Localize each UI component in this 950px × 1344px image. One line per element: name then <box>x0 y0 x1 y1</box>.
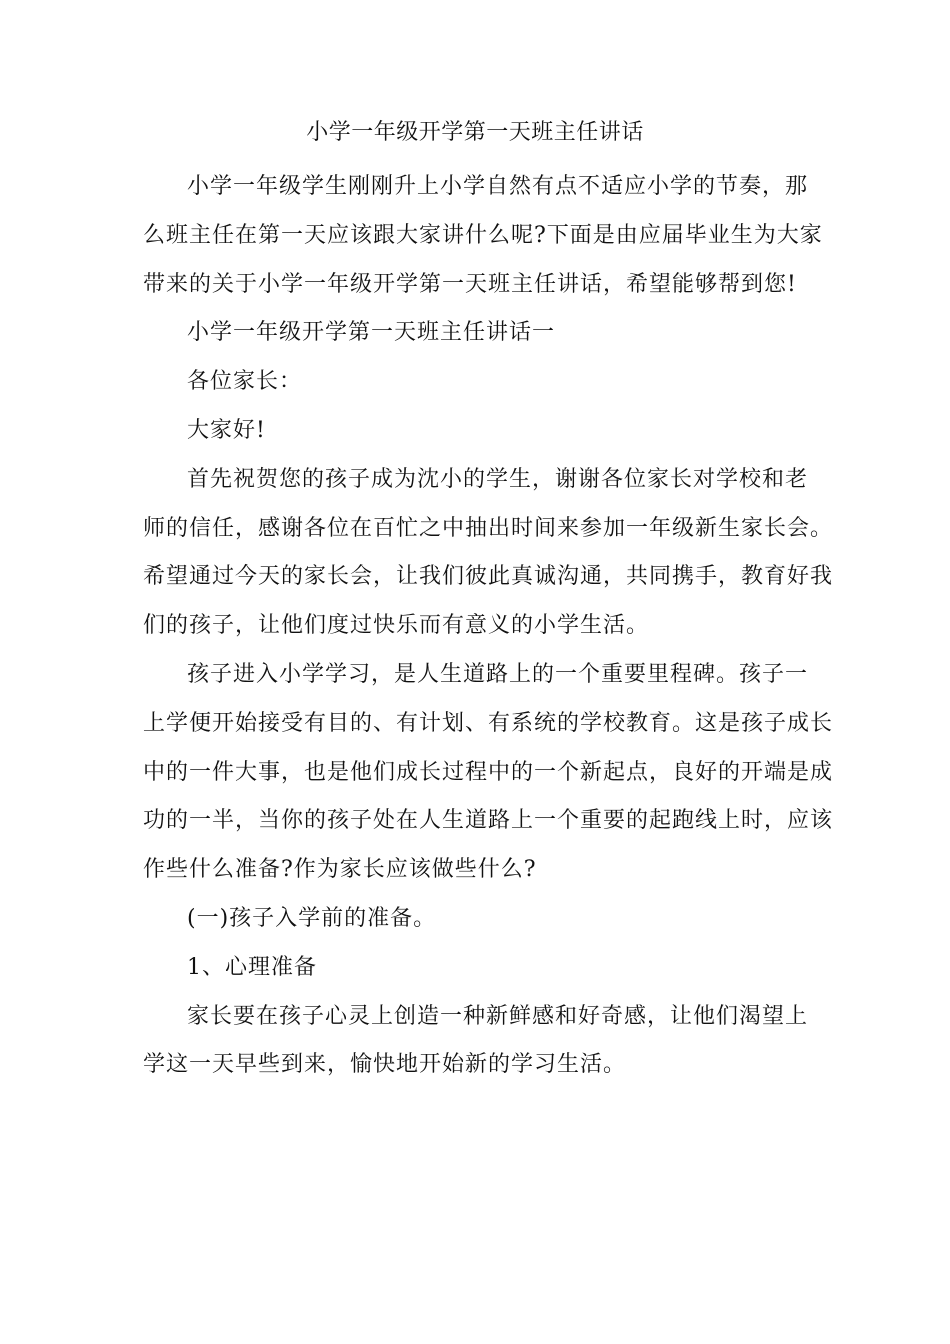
paragraph-line: 首先祝贺您的孩子成为沈小的学生，谢谢各位家长对学校和老 <box>187 466 809 492</box>
paragraph <box>143 407 807 456</box>
paragraph-line: 家长要在孩子心灵上创造一种新鲜感和好奇感，让他们渴望上 <box>187 1003 809 1029</box>
paragraph-line: 么班主任在第一天应该跟大家讲什么呢?下面是由应届毕业生为大家 <box>143 222 823 248</box>
paragraph-line: 作些什么准备?作为家长应该做些什么? <box>143 857 537 883</box>
paragraph-line: 中的一件大事，也是他们成长过程中的一个新起点，良好的开端是成 <box>143 759 834 785</box>
paragraph-line: 小学一年级学生刚刚升上小学自然有点不适应小学的节奏，那 <box>187 174 809 199</box>
paragraph-line: 1、心理准备 <box>187 954 317 980</box>
paragraph-line: 功的一半，当你的孩子处在人生道路上一个重要的起跑线上时，应该 <box>143 808 834 834</box>
paragraph <box>143 358 807 407</box>
paragraph-line: 们的孩子，让他们度过快乐而有意义的小学生活。 <box>143 613 650 639</box>
paragraph-line: 希望通过今天的家长会，让我们彼此真诚沟通，共同携手，教育好我 <box>143 564 834 590</box>
document-content <box>143 113 834 1090</box>
paragraph <box>143 651 834 895</box>
paragraph <box>143 895 807 944</box>
paragraph-line: 带来的关于小学一年级开学第一天班主任讲话，希望能够帮到您! <box>143 271 797 297</box>
paragraph-line: 小学一年级开学第一天班主任讲话一 <box>187 320 556 346</box>
paragraph-line: 师的信任，感谢各位在百忙之中抽出时间来参加一年级新生家长会。 <box>143 515 834 541</box>
paragraph-line: (一)孩子入学前的准备。 <box>187 905 437 931</box>
paragraph-line: 各位家长： <box>187 369 303 395</box>
paragraph-line: 学这一天早些到来，愉快地开始新的学习生活。 <box>143 1052 627 1078</box>
paragraph-line: 上学便开始接受有目的、有计划、有系统的学校教育。这是孩子成长 <box>143 710 834 736</box>
paragraph <box>143 456 834 651</box>
document-title: 小学一年级开学第一天班主任讲话 <box>306 120 644 145</box>
paragraph-line: 大家好! <box>187 417 266 443</box>
paragraph <box>143 944 807 993</box>
paragraph <box>143 309 807 358</box>
paragraph <box>143 163 823 309</box>
document-body <box>143 163 834 1090</box>
paragraph-line: 孩子进入小学学习，是人生道路上的一个重要里程碑。孩子一 <box>187 661 809 687</box>
paragraph <box>143 993 807 1091</box>
